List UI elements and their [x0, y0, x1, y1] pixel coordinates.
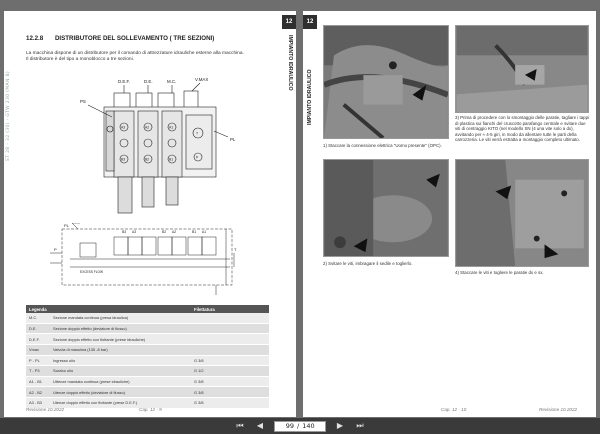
svg-text:P: P: [196, 155, 199, 160]
photo-3: [323, 159, 449, 257]
side-code: ST 28 - 32 (30) - GTW 230 (MAN B): [6, 71, 11, 161]
label-de: D.E.: [144, 79, 153, 84]
navigation-toolbar: [0, 418, 600, 434]
section-title-text: DISTRIBUTORE DEL SOLLEVAMENTO ( TRE SEZIONI): [54, 35, 215, 42]
footer-revision: Revisione 10.2022: [26, 407, 65, 412]
section-vertical-label: IMPIANTO IDRAULICO: [287, 35, 293, 91]
svg-text:B1: B1: [169, 157, 174, 162]
next-page-icon[interactable]: ▶: [336, 421, 344, 430]
legend-description: Utenze doppio effetto con flottante (prese D.E.F.): [50, 397, 191, 408]
photo-2: [455, 25, 589, 113]
footer-chapter-page: Cap. 12 - 10: [441, 407, 467, 412]
legend-description: Sezione doppio effetto con flottante (prese idrauliche): [50, 334, 191, 345]
legend-description: Scarico olio: [50, 366, 191, 377]
caption-3: 3) Prima di procedere con lo smontaggio delle paratie, tagliare i tappi di plastica sui fianchi del cruscotto parafango centrale e svitare due viti di centraggio KITO (nel modello SN (4 una vite solo a dx), avvitando per ≈ 4-5 giri, in modo da allentare tutte le parti della carrozzeria. Le viti verrà estratta a montaggio completo ultimato.: [455, 115, 590, 143]
legend-row: [26, 313, 269, 323]
intro-text: [26, 51, 271, 63]
caption-2: 2) Svitare le viti, imbragare il sedile e toglierlo.: [323, 261, 413, 266]
svg-text:A2: A2: [172, 230, 177, 234]
intro-line-2: Il distributore è del tipo a monoblocco a tre sezioni.: [26, 57, 134, 62]
legend-code: A1 - B1: [26, 376, 50, 387]
page-number-field[interactable]: [274, 421, 326, 432]
svg-text:B3: B3: [121, 157, 126, 162]
chapter-tab: 12: [303, 15, 317, 29]
svg-text:PL: PL: [64, 223, 69, 228]
legend-thread: G 3/8: [191, 387, 269, 398]
svg-text:A1: A1: [202, 230, 207, 234]
svg-text:A3: A3: [132, 230, 137, 234]
photo-1: [323, 25, 449, 139]
section-vertical-label: IMPIANTO IDRAULICO: [307, 69, 313, 125]
caption-1: 1) Staccare la connessione elettrica "Uomo presente" (OPC).: [323, 143, 442, 148]
svg-text:A1: A1: [169, 125, 174, 130]
legend-thread: [191, 323, 269, 334]
legend-thread: G 3/8: [191, 355, 269, 366]
legend-row: [26, 323, 269, 334]
legend-description: Sezione doppio effetto (deviatore di flusso): [50, 323, 191, 334]
legend-description: Ingresso olio: [50, 355, 191, 366]
legend-code: Vmax: [26, 344, 50, 355]
valve-block-drawing: [32, 71, 242, 221]
svg-text:EXCESS FLOW: EXCESS FLOW: [80, 270, 104, 274]
last-page-icon[interactable]: ⏭: [356, 421, 364, 430]
svg-text:B1: B1: [192, 230, 197, 234]
legend-code: A3 - B3: [26, 397, 50, 408]
legend-code: P - PL: [26, 355, 50, 366]
svg-text:T: T: [234, 247, 237, 252]
label-def: D.E.F.: [118, 79, 130, 84]
legend-row: [26, 376, 269, 387]
svg-text:T: T: [196, 131, 199, 136]
legend-description: Utenze doppio effetto (deviatore di flusso): [50, 387, 191, 398]
footer-revision: Revisione 10.2022: [539, 407, 578, 412]
legend-code: T - P3: [26, 366, 50, 377]
label-mc: M.C.: [167, 79, 177, 84]
legend-thread: [191, 313, 269, 323]
legend-thread: G 3/8: [191, 376, 269, 387]
section-number: 12.2.8: [26, 35, 44, 42]
legend-code: A2 - B2: [26, 387, 50, 398]
legend-row: [26, 387, 269, 398]
label-pl: PL: [230, 137, 236, 142]
legend-code: D.E.F.: [26, 334, 50, 345]
first-page-icon[interactable]: ⏮: [236, 421, 244, 430]
hydraulic-schematic: [50, 223, 240, 295]
page-100: [303, 11, 596, 417]
legend-code: D.E.: [26, 323, 50, 334]
legend-table: [26, 305, 269, 409]
legend-row: [26, 355, 269, 366]
total-pages: 140: [302, 422, 315, 430]
page-99: [4, 11, 296, 417]
svg-text:A3: A3: [121, 125, 126, 130]
legend-row: [26, 344, 269, 355]
thread-header: Filettatura: [191, 305, 269, 313]
legend-header: Legenda: [26, 305, 191, 313]
svg-text:A2: A2: [145, 125, 150, 130]
legend-thread: [191, 334, 269, 345]
caption-4: 4) Staccare le viti e togliere le paratie dx e sx.: [455, 270, 544, 275]
svg-text:P: P: [54, 247, 57, 252]
legend-row: [26, 334, 269, 345]
label-vmax: V.MAX: [195, 77, 209, 82]
chapter-tab: 12: [282, 15, 296, 29]
legend-description: Uttenze mandata continua (prese idrauliche): [50, 376, 191, 387]
footer-chapter-page: Cap. 12 - 9: [139, 407, 162, 412]
legend-thread: G 3/8: [191, 397, 269, 408]
legend-code: M.C.: [26, 313, 50, 323]
legend-row: [26, 366, 269, 377]
section-title: [26, 35, 214, 42]
intro-line-1: La macchina dispone di un distributore per il comando di attrezzature idrauliche esterne alla macchina.: [26, 51, 244, 56]
svg-text:B2: B2: [145, 157, 150, 162]
legend-thread: G 1/2: [191, 366, 269, 377]
legend-thread: [191, 344, 269, 355]
svg-text:B2: B2: [162, 230, 167, 234]
svg-text:B3: B3: [122, 230, 127, 234]
legend-description: Sezione mandata continua (presa idraulica): [50, 313, 191, 323]
current-page-input[interactable]: 99: [285, 422, 294, 430]
label-ps: PS: [80, 99, 86, 104]
legend-description: Valvola di massima (135 -8 bar): [50, 344, 191, 355]
previous-page-icon[interactable]: ◀: [256, 421, 264, 430]
photo-4: [455, 159, 589, 267]
page-separator: /: [297, 422, 300, 430]
